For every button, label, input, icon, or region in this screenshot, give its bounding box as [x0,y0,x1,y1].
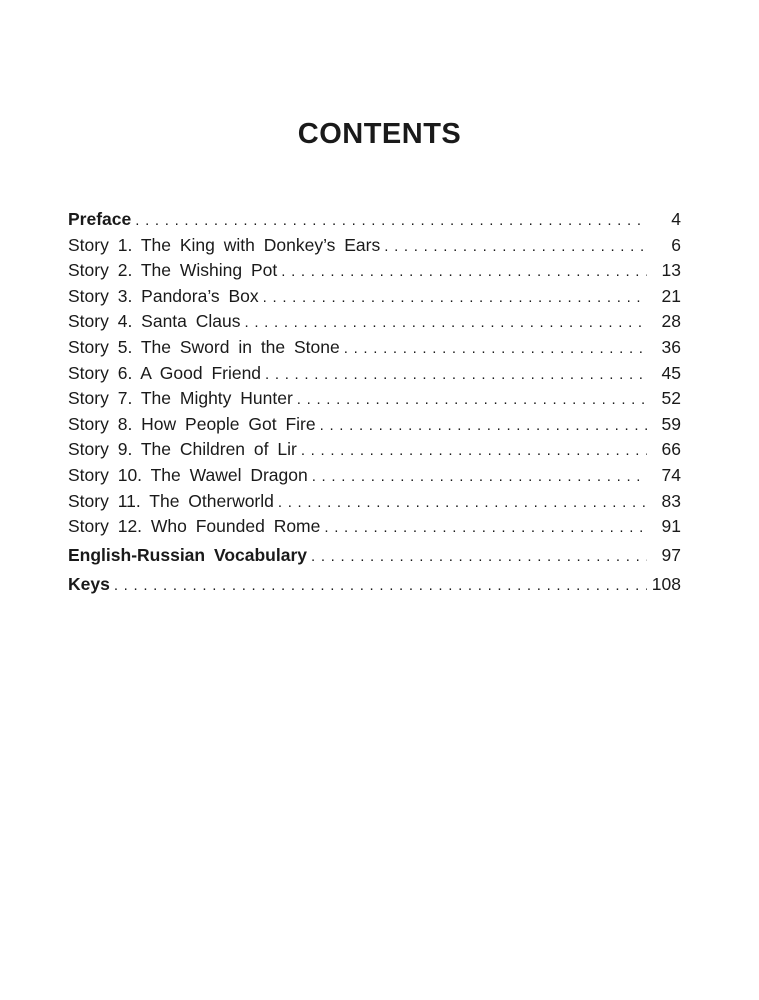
toc-entry-label: Story 1. The King with Donkey’s Ears [68,234,381,255]
dot-leader [263,285,647,311]
toc-entry-story-9[interactable] [68,437,681,463]
toc-entry-label: Story 12. Who Founded Rome [68,516,321,537]
toc-entry-story-4[interactable] [68,309,681,335]
dot-leader [114,573,647,599]
dot-leader [384,234,647,260]
dot-leader [281,259,647,285]
toc-entry-story-12[interactable] [68,514,681,540]
toc-entry-label: Story 11. The Otherworld [68,490,274,511]
dot-leader [320,413,647,439]
dot-leader [312,464,647,490]
toc-page-number: 66 [661,439,681,460]
toc-page-number: 4 [671,209,681,229]
toc-entry-label: Story 10. The Wawel Dragon [68,464,308,485]
dot-leader [344,336,647,362]
dot-leader [297,387,647,413]
toc-page-number: 91 [661,516,681,537]
toc-entry-label: English-Russian Vocabulary [68,545,308,566]
page-title: CONTENTS [297,118,462,150]
dot-leader [324,515,647,541]
toc-entry-story-8[interactable] [68,412,681,438]
toc-entry-story-5[interactable] [68,335,681,361]
toc-page-number: 6 [671,234,681,255]
toc-entry-story-2[interactable] [68,258,681,284]
toc-entry-preface[interactable] [68,207,681,233]
dot-leader [301,438,647,464]
dot-leader [265,362,647,388]
toc-entry-story-6[interactable] [68,361,681,387]
toc-entry-story-7[interactable] [68,386,681,412]
toc-entry-label: Story 4. Santa Claus [68,311,241,332]
dot-leader [245,310,648,336]
toc-entry-label: Keys [68,574,110,595]
toc-page-number: 21 [661,285,681,306]
toc-entry-story-3[interactable] [68,284,681,310]
toc-page-number: 108 [651,574,681,595]
dot-leader [278,490,647,516]
dot-leader [135,208,647,234]
toc-entry-label: Story 3. Pandora’s Box [68,285,259,306]
toc-entry-label: Story 2. The Wishing Pot [68,260,278,281]
toc-entry-story-10[interactable] [68,463,681,489]
toc-entry-label: Story 7. The Mighty Hunter [68,388,293,409]
toc-entry-label: Story 9. The Children of Lir [68,439,297,460]
toc-page-number: 83 [661,490,681,511]
table-of-contents [68,207,681,598]
toc-entry-vocabulary[interactable] [68,543,681,569]
toc-page-number: 97 [661,545,681,566]
toc-page-number: 59 [661,413,681,434]
toc-entry-story-11[interactable] [68,489,681,515]
toc-page-number: 52 [661,388,681,409]
toc-entry-label: Story 6. A Good Friend [68,362,262,383]
toc-entry-keys[interactable] [68,572,681,598]
toc-page-number: 45 [661,362,681,383]
toc-page-number: 28 [661,311,681,332]
toc-entry-story-1[interactable] [68,233,681,259]
toc-entry-label: Story 5. The Sword in the Stone [68,336,340,357]
toc-entry-label: Story 8. How People Got Fire [68,413,316,434]
toc-page-number: 36 [661,336,681,357]
toc-entry-label: Preface [68,209,132,229]
toc-page-number: 74 [661,464,681,485]
toc-page-number: 13 [661,260,681,281]
dot-leader [311,544,647,570]
